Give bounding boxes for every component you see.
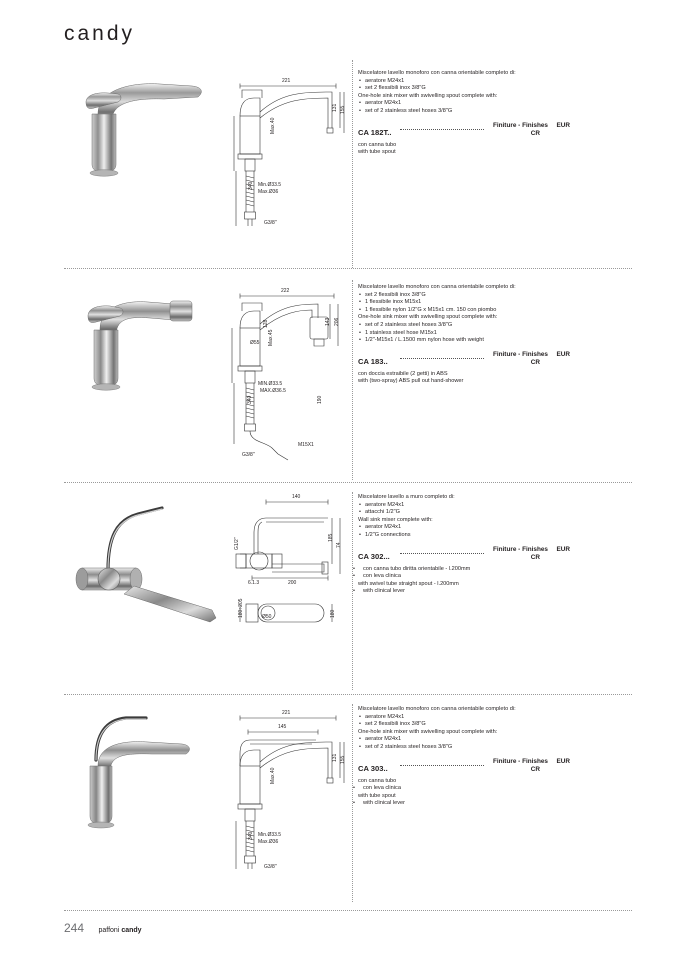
list-item: • 1 flessibile nylon 1/2"G x M15x1 cm. 150 con piombo (365, 307, 570, 315)
svg-text:221: 221 (282, 78, 291, 84)
svg-text:G3/8": G3/8" (242, 452, 255, 458)
row-separator-3 (64, 694, 632, 695)
it-title: Miscelatore lavello monoforo con canna orientabile completo di: (358, 284, 516, 290)
svg-text:180÷205: 180÷205 (238, 598, 244, 618)
svg-text:131: 131 (332, 753, 338, 762)
list-item: • 1 flessibile inox M15x1 (365, 299, 570, 307)
svg-text:190: 190 (317, 395, 323, 404)
product-code: CA 182T.. (358, 127, 392, 137)
en-bullets (358, 736, 570, 751)
svg-text:340: 340 (248, 831, 254, 840)
page-number: 244 (64, 921, 85, 935)
finish-code: CR (530, 358, 540, 366)
svg-text:340: 340 (248, 181, 254, 190)
it-bullets (358, 78, 570, 93)
it-title: Miscelatore lavello monoforo con canna orientabile completo di: (358, 70, 516, 76)
svg-text:340: 340 (247, 395, 253, 404)
product-photo-ca182t (64, 72, 214, 192)
list-item: • aeratore M24x1 (365, 502, 570, 510)
list-item: • set 2 flessibili inox 3/8"G (365, 292, 570, 300)
code-row (358, 121, 570, 137)
desc-en-1: with tube spout (358, 792, 396, 799)
product-text-ca303 (358, 706, 570, 808)
list-item: • set of 2 stainless steel hoses 3/8"G (365, 322, 570, 330)
row-separator-1 (64, 268, 632, 269)
currency-label: EUR (556, 350, 570, 358)
en-bullets (358, 100, 570, 115)
code-row (358, 545, 570, 561)
list-item: • set of 2 stainless steel hoses 3/8"G (365, 744, 570, 752)
list-item: • set 2 flessibili inox 3/8"G (365, 85, 570, 93)
code-row (358, 350, 570, 366)
en-title: One-hole sink mixer with swivelling spout complete with: (358, 92, 498, 99)
finishes-label: Finiture - Finishes (492, 545, 548, 553)
footer-brand (98, 927, 141, 934)
product-photo-ca183 (64, 286, 214, 406)
svg-text:180: 180 (330, 609, 336, 618)
desc-it: con canna tubo (358, 141, 397, 148)
footer-brand-light: paffoni (98, 927, 120, 934)
it-title: Miscelatore lavello monoforo con canna orientabile completo di: (358, 706, 516, 712)
finish-code: CR (530, 553, 540, 561)
svg-text:128: 128 (263, 319, 269, 328)
svg-text:145: 145 (278, 724, 287, 730)
list-item: • 1 stainless steel hose M15x1 (365, 330, 570, 338)
footer-brand-bold: candy (121, 927, 142, 934)
desc-it: con doccia estraibile (2 getti) in ABS (358, 370, 448, 377)
svg-text:G1/2": G1/2" (234, 537, 240, 550)
desc-en-1: with swivel tube straight spout - l.200mm (358, 580, 459, 587)
list-item: • set 2 flessibili inox 3/8"G (365, 721, 570, 729)
technical-drawing-ca303: 221 145 131 155 Max.40 340 G3/8" Min.Ø33.5 Max.Ø36 (228, 710, 346, 875)
it-title: Miscelatore lavello a muro completo di: (358, 494, 455, 500)
product-description (358, 142, 570, 157)
svg-text:155: 155 (340, 755, 346, 764)
svg-text:G3/8": G3/8" (264, 220, 277, 226)
page-title: candy (64, 22, 136, 45)
finishes-label: Finiture - Finishes (492, 121, 548, 129)
product-photo-ca302 (64, 498, 224, 648)
svg-text:131: 131 (332, 103, 338, 112)
column-separator-2 (352, 280, 353, 480)
svg-text:200: 200 (288, 580, 297, 586)
list-item: • aerator M24x1 (365, 100, 570, 108)
page-footer (64, 919, 632, 937)
en-title: One-hole sink mixer with swivelling spout complete with: (358, 314, 498, 321)
en-title: One-hole sink mixer with swivelling spout complete with: (358, 728, 498, 735)
en-bullets (358, 322, 570, 345)
svg-text:206: 206 (334, 317, 340, 326)
product-code: CA 183.. (358, 356, 388, 366)
row-separator-2 (64, 482, 632, 483)
leader-dots (400, 553, 484, 554)
technical-drawing-ca182t: 221 131 155 Max.40 340 G3/8" Min.Ø33.5 Max.Ø36 (228, 72, 346, 237)
list-item: • 1/2"G connections (365, 532, 570, 540)
leader-dots (400, 129, 484, 130)
leader-dots (400, 765, 484, 766)
svg-text:G3/8": G3/8" (264, 864, 277, 870)
svg-text:140: 140 (292, 494, 301, 500)
svg-text:Max.40: Max.40 (270, 117, 276, 134)
list-item: • aerator M24x1 (365, 736, 570, 744)
list-item: • aerator M24x1 (365, 524, 570, 532)
svg-text:155: 155 (340, 105, 346, 114)
svg-text:Max.40: Max.40 (270, 767, 276, 784)
product-text-ca302 (358, 494, 570, 596)
desc-it-2: • con leva clinica (358, 785, 570, 793)
finish-code: CR (530, 765, 540, 773)
product-photo-ca303 (64, 712, 214, 842)
svg-text:185: 185 (328, 533, 334, 542)
footer-separator (64, 910, 632, 911)
it-bullets (358, 502, 570, 517)
desc-en: with tube spout (358, 149, 396, 156)
product-text-ca183 (358, 284, 570, 386)
desc-it-1: • con canna tubo diritta orientabile - l.200mm (358, 566, 570, 574)
currency-label: EUR (556, 545, 570, 553)
list-item: • 1/2"-M15x1 / L.1500 mm nylon hose with weight (365, 337, 570, 345)
finish-code: CR (530, 129, 540, 137)
column-separator-1 (352, 60, 353, 268)
product-code: CA 303.. (358, 763, 388, 773)
svg-text:Max.45: Max.45 (268, 329, 274, 346)
product-code: CA 302... (358, 551, 390, 561)
desc-it-2: • con leva clinica (358, 573, 570, 581)
list-item: • aeratore M24x1 (365, 78, 570, 86)
product-text-ca182t (358, 70, 570, 157)
en-bullets (358, 524, 570, 539)
svg-text:6.1.3: 6.1.3 (248, 580, 260, 586)
product-description (358, 566, 570, 596)
svg-text:Ø50: Ø50 (262, 614, 272, 620)
finishes-label: Finiture - Finishes (492, 757, 548, 765)
svg-text:222: 222 (281, 288, 290, 294)
leader-dots (400, 358, 484, 359)
it-bullets (358, 714, 570, 729)
technical-drawing-ca183: 222 206 143 128 Max.45 340 190 M15X1 G3/8" Ø55 MIN.Ø33.5 MAX.Ø36.5 (226, 284, 348, 462)
finishes-label: Finiture - Finishes (492, 350, 548, 358)
svg-text:M15X1: M15X1 (298, 442, 314, 448)
currency-label: EUR (556, 757, 570, 765)
technical-drawing-ca302 (232, 492, 348, 682)
code-row (358, 757, 570, 773)
currency-label: EUR (556, 121, 570, 129)
svg-text:221: 221 (282, 710, 291, 716)
desc-en: with (two-spray) ABS pull out hand-shower (358, 378, 464, 385)
desc-en-2: • with clinical lever (358, 588, 570, 596)
it-bullets (358, 292, 570, 315)
list-item: • attacchi 1/2"G (365, 509, 570, 517)
list-item: • set of 2 stainless steel hoses 3/8"G (365, 108, 570, 116)
product-description (358, 371, 570, 386)
svg-text:143: 143 (325, 317, 331, 326)
desc-en-2: • with clinical lever (358, 800, 570, 808)
list-item: • aeratore M24x1 (365, 714, 570, 722)
product-description (358, 778, 570, 808)
desc-it-1: con canna tubo (358, 777, 397, 784)
en-title: Wall sink mixer complete with: (358, 516, 433, 523)
svg-text:74: 74 (336, 542, 342, 548)
